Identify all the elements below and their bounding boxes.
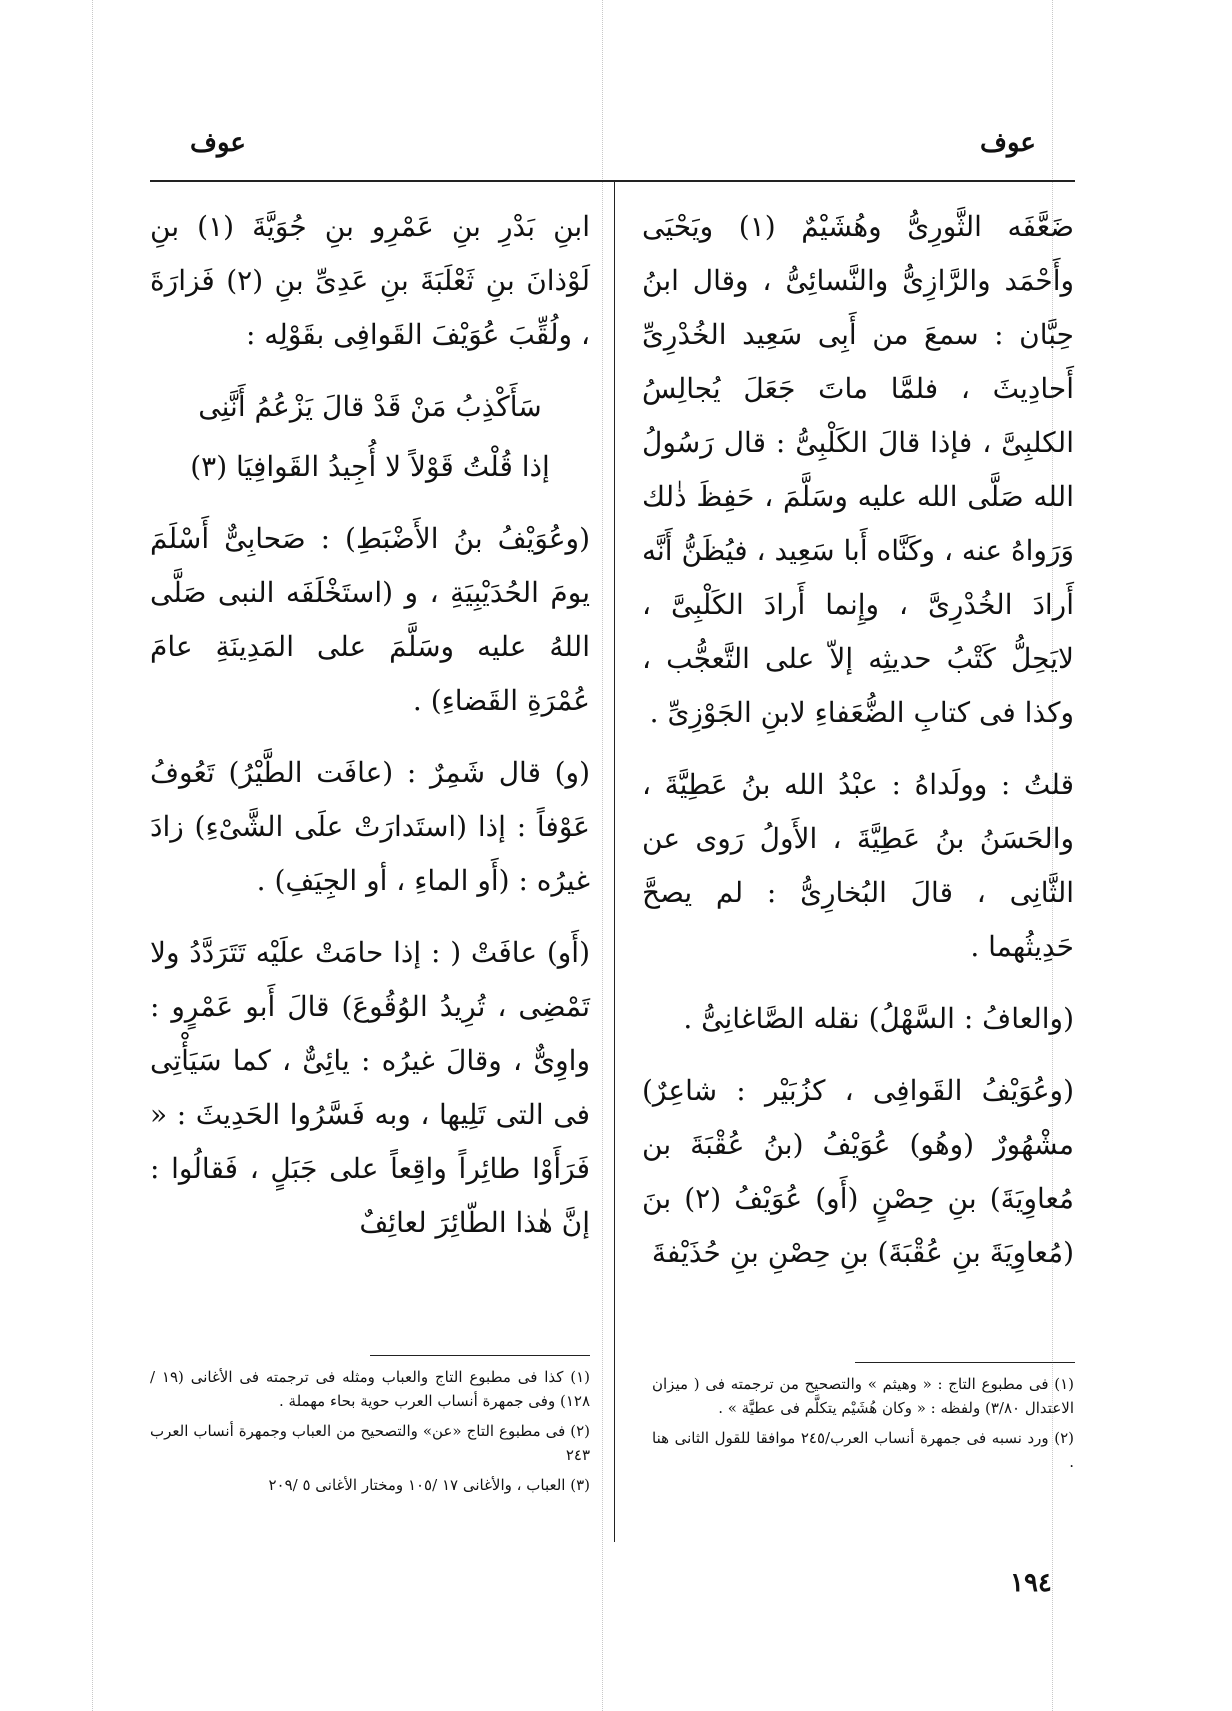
footnote: (٢) ورد نسبه فى جمهرة أنساب العرب/٢٤٥ موافقا للقول الثانى هنا . [652,1429,1074,1471]
paragraph: (أَو) عافَتْ ( : إذا حامَتْ علَيْه تَتَرَدَّدُ ولا تَمْضِى ، تُرِيدُ الوُقُوعَ) قالَ أَبو عَمْرٍو : واوِىٌّ ، وقالَ غيرُه : يائِىٌّ ، كما سَيَأْتِى فى التى تَلِيها ، وبه فَسَّرُوا الحَدِيثَ : « فَرَأَوْا طائِراً واقِعاً على جَبَلٍ ، فَقالُوا : إنَّ هٰذا الطّائِرَ لعائِفٌ [150,936,590,1239]
dotted-guide-left [92,0,93,1711]
paragraph: (و) قال شَمِرٌ : (عافَت الطَّيْرُ) تَعُوفُ عَوْفاً : إذا (استَدارَتْ علَى الشَّىْءِ) زادَ غيرُه : (أَو الماءِ ، أو الجِيَفِ) . [150,756,590,897]
left-text-column [150,200,590,1268]
paragraph: ضَعَّفَه الثَّورِىُّ وهُشَيْمٌ (١) ويَحْيَى وأَحْمَد والرَّازِىُّ والنَّسائِىُّ ، وقال ابنُ حِبَّان : سمعَ من أَبِى سَعِيد الخُدْرِىِّ أَحادِيثَ ، فلمَّا ماتَ جَعَلَ يُجالِسُ الكلبِىَّ ، فإذا قالَ الكَلْبِىُّ : قال رَسُولُ الله صَلَّى الله عليه وسَلَّمَ ، حَفِظَ ذٰلك وَرَواهُ عنه ، وكَنَّاه أَبا سَعِيد ، فيُظَنُّ أَنَّه أَرادَ الخُدْرِىَّ ، وإِنما أَرادَ الكَلْبِىَّ ، لايَحِلُّ كَتْبُ حديثِه إلاّ على التَّعجُّب ، وكذا فى كتابِ الضُّعَفاءِ لابنِ الجَوْزِىِّ . [642,210,1074,729]
header-rule [150,180,1075,182]
verse-line: سَأَكْذِبُ مَنْ قَدْ قالَ يَزْعُمُ أَنَّنِى [198,390,542,423]
column-divider [614,182,615,1542]
footnote-rule-left [370,1355,590,1356]
dotted-guide-mid [602,0,603,1711]
running-header-left: عوف [190,128,246,158]
footnotes-right [652,1372,1074,1480]
footnote: (٣) العباب ، والأغانى ١٧ /١٠٥ ومختار الأغانى ٥ /٢٠٩ [268,1476,590,1494]
paragraph: ابنِ بَدْرِ بنِ عَمْرِو بنِ جُوَيَّةَ (١) بنِ لَوْذانَ بنِ ثَعْلَبَةَ بنِ عَدِىِّ بنِ (٢) فَزارَةَ ، ولُقِّبَ عُوَيْفَ القَوافِى بقَوْلِه : [150,210,590,351]
footnote: (١) فى مطبوع التاج : « وهيثم » والتصحيح من ترجمته فى ( ميزان الاعتدال ٣/٨٠) ولفظه : « وكان هُشَيْم يتكلَّم فى عطيَّة » . [652,1375,1074,1417]
paragraph: قلتُ : وولَداهُ : عبْدُ الله بنُ عَطِيَّةَ ، والحَسَنُ بنُ عَطِيَّةَ ، الأَولُ رَوى عن الثَّانِى ، قالَ البُخارِىُّ : لم يصحَّ حَدِيثُهما . [642,768,1074,963]
paragraph: (والعافُ : السَّهْلُ) نقله الصَّاغانِىُّ . [683,1002,1074,1035]
footnote: (١) كذا فى مطبوع التاج والعباب ومثله فى ترجمته فى الأغانى (١٩ /١٢٨) وفى جمهرة أنساب العرب حوية بحاء مهملة . [150,1368,591,1410]
footnotes-left [150,1365,590,1503]
running-header-right: عوف [980,128,1036,158]
footnote-rule-right [855,1362,1075,1363]
page-number: ١٩٤ [1010,1568,1052,1598]
paragraph: (وعُوَيْفُ القَوافِى ، كزُبَيْر : شاعِرٌ) مشْهُورٌ (وهُو) عُوَيْفُ (بنُ عُقْبَةَ بن مُعاوِيَةَ) بنِ حِصْنٍ (أَو) عُوَيْفُ (٢) بنَ (مُعاوِيَةَ بنِ عُقْبَةَ) بنِ حِصْنِ بنِ حُذَيْفةَ [642,1074,1074,1269]
right-text-column [642,200,1074,1298]
footnote: (٢) فى مطبوع التاج «عن» والتصحيح من العباب وجمهرة أنساب العرب ٢٤٣ [150,1422,590,1464]
paragraph: (وعُوَيْفُ بنُ الأَضْبَطِ) : صَحابِىٌّ أَسْلَمَ يومَ الحُدَيْبِيَةِ ، و (استَخْلَفَه النبى صَلَّى اللهُ عليه وسَلَّمَ على المَدِينَةِ عامَ عُمْرَةِ القَضاءِ) . [150,522,590,717]
verse-line: إذا قُلْتُ قَوْلاً لا أُجِيدُ القَوافِيَا (٣) [190,450,550,483]
